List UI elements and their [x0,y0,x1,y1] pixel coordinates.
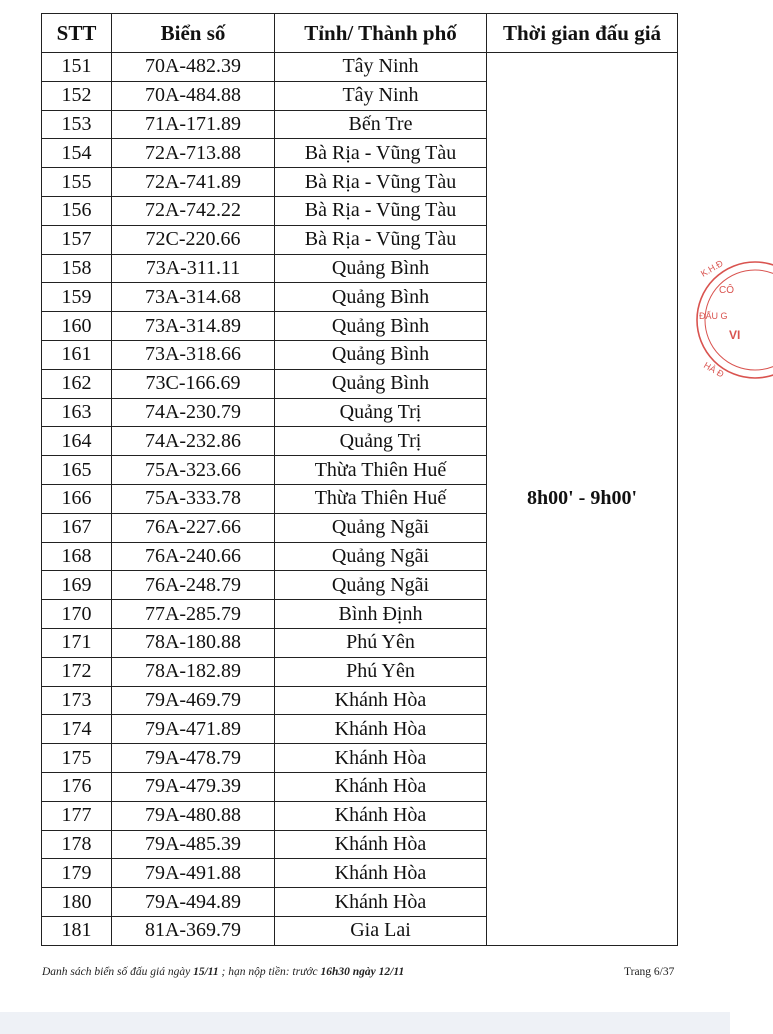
row-province: Bà Rịa - Vũng Tàu [275,225,487,254]
row-plate-number: 79A-480.88 [112,801,275,830]
row-plate-number: 73C-166.69 [112,369,275,398]
row-plate-number: 73A-314.89 [112,312,275,341]
row-plate-number: 76A-227.66 [112,513,275,542]
row-province: Khánh Hòa [275,744,487,773]
row-plate-number: 79A-471.89 [112,715,275,744]
footer-auction-date: 15/11 [193,966,219,978]
row-plate-number: 79A-478.79 [112,744,275,773]
stamp-text-2: CÔ [719,285,734,296]
row-plate-number: 75A-323.66 [112,456,275,485]
row-plate-number: 79A-479.39 [112,772,275,801]
row-plate-number: 78A-182.89 [112,657,275,686]
row-stt: 155 [42,168,112,197]
row-stt: 166 [42,484,112,513]
row-stt: 164 [42,427,112,456]
row-province: Quảng Ngãi [275,513,487,542]
row-province: Khánh Hòa [275,859,487,888]
footer-note [42,966,682,978]
row-plate-number: 77A-285.79 [112,600,275,629]
row-stt: 176 [42,772,112,801]
row-plate-number: 74A-232.86 [112,427,275,456]
row-province: Phú Yên [275,628,487,657]
row-plate-number: 76A-248.79 [112,571,275,600]
row-province: Quảng Trị [275,427,487,456]
row-plate-number: 70A-484.88 [112,81,275,110]
row-stt: 167 [42,513,112,542]
row-plate-number: 76A-240.66 [112,542,275,571]
page-number: Trang 6/37 [624,966,675,978]
row-plate-number: 79A-485.39 [112,830,275,859]
row-stt: 174 [42,715,112,744]
header-auction-time: Thời gian đấu giá [487,14,678,53]
row-province: Quảng Bình [275,283,487,312]
row-stt: 172 [42,657,112,686]
page-bottom-margin [0,1012,730,1034]
stamp-text-3: ĐẤU G [699,311,728,321]
table-row [42,53,678,82]
row-stt: 157 [42,225,112,254]
row-province: Quảng Bình [275,340,487,369]
row-stt: 177 [42,801,112,830]
row-stt: 165 [42,456,112,485]
row-province: Khánh Hòa [275,801,487,830]
row-plate-number: 79A-491.88 [112,859,275,888]
row-stt: 161 [42,340,112,369]
row-plate-number: 79A-469.79 [112,686,275,715]
row-plate-number: 74A-230.79 [112,398,275,427]
footer-deadline: 16h30 ngày 12/11 [320,966,405,978]
row-stt: 173 [42,686,112,715]
row-plate-number: 72A-741.89 [112,168,275,197]
row-stt: 163 [42,398,112,427]
row-stt: 179 [42,859,112,888]
row-province: Thừa Thiên Huế [275,484,487,513]
row-plate-number: 81A-369.79 [112,916,275,945]
row-province: Bà Rịa - Vũng Tàu [275,139,487,168]
row-stt: 158 [42,254,112,283]
header-plate-number: Biển số [112,14,275,53]
row-plate-number: 70A-482.39 [112,53,275,82]
stamp-text-5: HÀ Đ [702,360,726,380]
row-province: Khánh Hòa [275,715,487,744]
row-province: Khánh Hòa [275,772,487,801]
row-province: Bà Rịa - Vũng Tàu [275,168,487,197]
row-province: Bình Định [275,600,487,629]
table-header-row [42,14,678,53]
row-stt: 168 [42,542,112,571]
row-stt: 169 [42,571,112,600]
header-stt: STT [42,14,112,53]
footer-middle: ; hạn nộp tiền: trước [218,966,321,978]
row-stt: 159 [42,283,112,312]
row-plate-number: 73A-318.66 [112,340,275,369]
auction-time-cell: 8h00' - 9h00' [487,53,678,946]
row-province: Tây Ninh [275,81,487,110]
row-province: Gia Lai [275,916,487,945]
row-plate-number: 72A-742.22 [112,196,275,225]
row-stt: 160 [42,312,112,341]
row-stt: 153 [42,110,112,139]
row-province: Khánh Hòa [275,888,487,917]
row-province: Khánh Hòa [275,686,487,715]
row-province: Quảng Bình [275,369,487,398]
row-stt: 151 [42,53,112,82]
row-plate-number: 73A-314.68 [112,283,275,312]
row-plate-number: 75A-333.78 [112,484,275,513]
plates-table [41,13,678,946]
row-plate-number: 79A-494.89 [112,888,275,917]
row-province: Phú Yên [275,657,487,686]
row-plate-number: 71A-171.89 [112,110,275,139]
row-province: Thừa Thiên Huế [275,456,487,485]
row-stt: 178 [42,830,112,859]
row-stt: 156 [42,196,112,225]
row-province: Tây Ninh [275,53,487,82]
row-plate-number: 72C-220.66 [112,225,275,254]
row-stt: 162 [42,369,112,398]
footer-prefix: Danh sách biển số đấu giá ngày [42,966,194,978]
row-province: Quảng Ngãi [275,571,487,600]
row-stt: 152 [42,81,112,110]
row-province: Quảng Bình [275,254,487,283]
row-plate-number: 72A-713.88 [112,139,275,168]
table-body [42,53,678,946]
row-stt: 181 [42,916,112,945]
row-province: Quảng Ngãi [275,542,487,571]
header-province: Tỉnh/ Thành phố [275,14,487,53]
row-stt: 154 [42,139,112,168]
stamp-text-1: K.H.Đ [699,258,725,279]
row-stt: 171 [42,628,112,657]
row-stt: 175 [42,744,112,773]
row-plate-number: 78A-180.88 [112,628,275,657]
row-plate-number: 73A-311.11 [112,254,275,283]
row-stt: 170 [42,600,112,629]
row-province: Quảng Bình [275,312,487,341]
red-stamp-seal [693,255,773,385]
stamp-text-4: VI [729,328,741,342]
row-province: Quảng Trị [275,398,487,427]
row-province: Bến Tre [275,110,487,139]
row-province: Bà Rịa - Vũng Tàu [275,196,487,225]
row-province: Khánh Hòa [275,830,487,859]
row-stt: 180 [42,888,112,917]
